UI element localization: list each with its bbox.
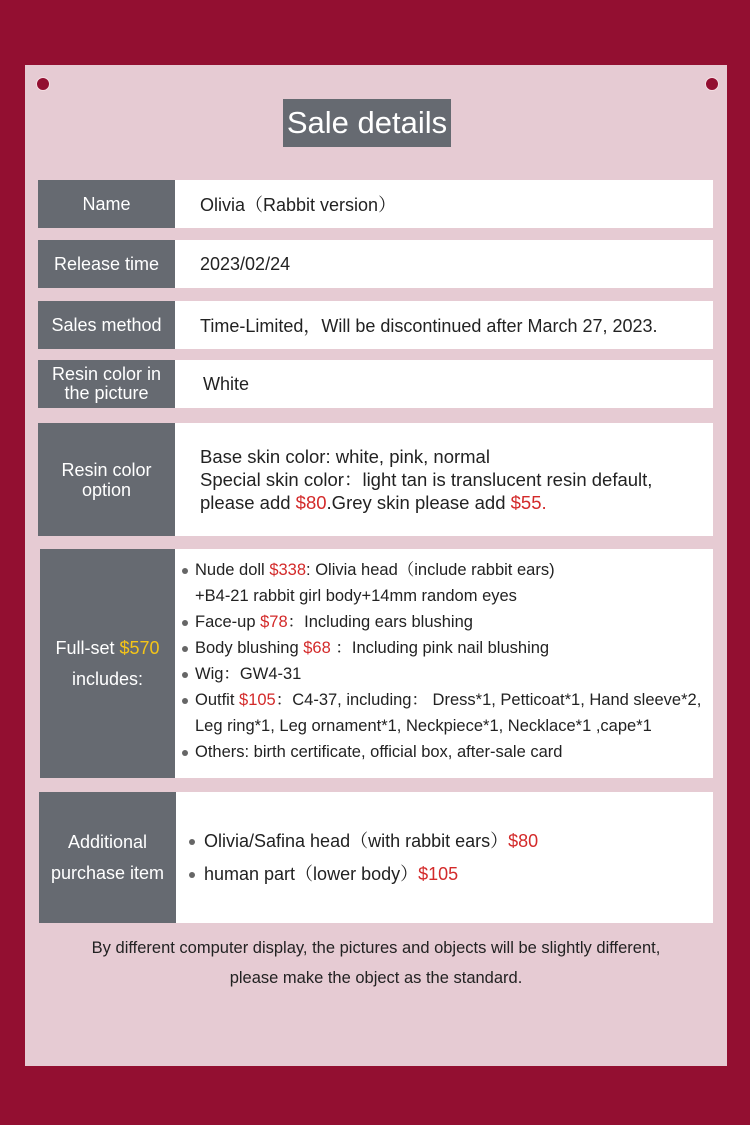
list-item: Wig：GW4-31 <box>181 661 701 687</box>
row-name <box>38 180 713 228</box>
list-item: Outfit $105：C4-37, including： Dress*1, Petticoat*1, Hand sleeve*2, Leg ring*1, Leg ornament*1, Neckpiece*1, Necklace*1 ,cape*1 <box>181 687 701 739</box>
footer-line: please make the object as the standard. <box>229 969 523 987</box>
resin-option-line: Special skin color：light tan is translucent resin default, <box>200 469 653 490</box>
row-additional-label <box>39 792 176 923</box>
row-fullset-value <box>175 549 713 778</box>
list-item: human part（lower body）$105 <box>188 858 538 891</box>
row-resin-option-label <box>38 423 175 536</box>
row-additional-value <box>176 792 713 923</box>
resin-option-line: Base skin color: white, pink, normal <box>200 446 490 467</box>
row-resin-picture-label <box>38 360 175 408</box>
row-additional <box>39 792 713 923</box>
label-line: Additional <box>67 831 148 852</box>
price: $80 <box>508 830 539 851</box>
row-resin-picture <box>38 360 713 408</box>
price: $80 <box>295 492 327 513</box>
sale-details-card <box>25 65 727 1066</box>
row-release <box>38 240 713 288</box>
label-line: the picture <box>64 383 149 403</box>
price: $105 <box>418 863 459 884</box>
label-text: Full-set <box>55 637 120 658</box>
row-release-label: Release time <box>38 240 175 288</box>
row-name-label: Name <box>38 180 175 228</box>
list-item: Others: birth certificate, official box, after-sale card <box>181 739 701 765</box>
label-line: Resin color <box>61 459 152 480</box>
row-method-value: Time-Limited，Will be discontinued after March 27, 2023. <box>175 301 713 349</box>
row-resin-option <box>38 423 713 536</box>
row-resin-option-value <box>175 423 713 536</box>
price: $338 <box>269 561 307 579</box>
fullset-price: $570 <box>119 637 160 658</box>
price: $68 <box>303 639 331 657</box>
price: $78 <box>260 613 288 631</box>
resin-option-line: please add $80.Grey skin please add $55. <box>200 492 547 513</box>
pin-right-icon <box>705 77 719 91</box>
list-item: Nude doll $338: Olivia head（include rabbit ears) +B4-21 rabbit girl body+14mm random eyes <box>181 557 701 609</box>
label-line: option <box>81 479 132 500</box>
row-method-label: Sales method <box>38 301 175 349</box>
list-item: Body blushing $68 ：Including pink nail blushing <box>181 635 701 661</box>
page-title: Sale details <box>283 99 451 147</box>
price: $55. <box>510 492 547 513</box>
price: $105 <box>239 691 276 709</box>
label-line: purchase item <box>50 862 165 883</box>
row-name-value: Olivia（Rabbit version） <box>175 180 713 228</box>
footer-line: By different computer display, the pictures and objects will be slightly different, <box>91 939 661 957</box>
footer-note <box>25 933 727 993</box>
row-fullset-label <box>40 549 175 778</box>
row-resin-picture-value: White <box>175 360 713 408</box>
list-item: Face-up $78：Including ears blushing <box>181 609 701 635</box>
row-release-value: 2023/02/24 <box>175 240 713 288</box>
row-method <box>38 301 713 349</box>
pin-left-icon <box>36 77 50 91</box>
list-item: Olivia/Safina head（with rabbit ears）$80 <box>188 825 538 858</box>
label-text: includes: <box>71 668 144 689</box>
label-line: Resin color in <box>51 364 162 385</box>
row-fullset <box>40 549 713 778</box>
